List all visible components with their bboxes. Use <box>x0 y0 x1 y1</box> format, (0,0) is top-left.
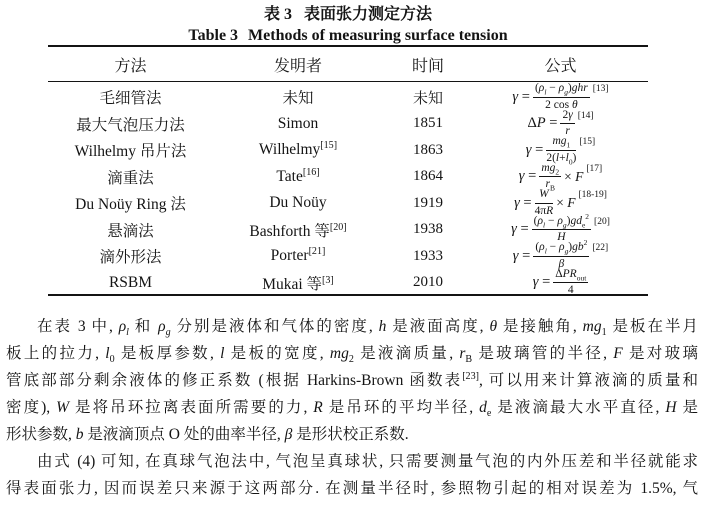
year-cell: 1851 <box>413 115 443 132</box>
table-caption-en <box>48 25 648 47</box>
table-caption-en-label: Table 3 <box>188 27 239 44</box>
body-paragraph-2 <box>6 448 698 502</box>
body-paragraph-1 <box>6 313 698 448</box>
method-cell: 悬滴法 <box>107 222 154 240</box>
methods-table <box>48 45 648 296</box>
inventor-cell: Porter[21] <box>270 245 326 265</box>
text-line: 在表 3 中, $\rho_l$ 和 $\rho_g$ 分别是液体和气体的密度, h 是液面高度, θ 是接触角, $mg_1$ 是板在半月 <box>37 318 698 339</box>
formula: ΔP = $\frac{2\gamma}{r}$ [14] <box>527 108 594 138</box>
inventor-cell: Simon <box>277 114 319 132</box>
method-cell: 毛细管法 <box>99 90 162 108</box>
year-cell: 1863 <box>413 141 443 158</box>
formula: γ = $\frac{\Delta PR_{out}}{4}$ <box>532 267 587 297</box>
text-line: 管底部部分剩余液体的修正系数 (根据 Harkins-Brown 函数表[23], 可以用来计算液滴的质量和 <box>6 370 698 389</box>
text-line: 密度), W 是将吊环拉离表面所需要的力, R 是吊环的平均半径, $d_e$ 是液滴最大水平直径, H 是 <box>6 399 698 420</box>
formula: γ = $\frac{W}{4\pi R}$ × F [18-19] <box>514 188 607 217</box>
method-cell: Du Noüy Ring 法 <box>75 196 186 214</box>
formula-cell <box>473 268 648 298</box>
column-header: 发明者 <box>273 57 322 75</box>
table-caption-en-title: Methods of measuring surface tension <box>248 27 508 44</box>
table-caption-zh <box>48 4 648 26</box>
year-cell: 2010 <box>413 274 443 291</box>
column-header: 公式 <box>544 57 577 75</box>
table-row <box>48 211 648 244</box>
inventor-cell: Tate[16] <box>276 166 320 185</box>
formula: γ = $\frac{mg_1}{2(l+l_0)}$ [15] <box>525 135 596 166</box>
table-caption-zh-title: 表面张力测定方法 <box>304 6 433 23</box>
column-header: 时间 <box>411 57 444 75</box>
method-cell: 滴重法 <box>107 169 154 187</box>
method-cell: 滴外形法 <box>99 249 162 267</box>
table-header-row <box>48 47 648 82</box>
formula: γ = $\frac{mg_2}{r_B}$ × F [17] <box>518 161 603 193</box>
table-row <box>48 188 648 215</box>
method-cell: RSBM <box>108 273 153 291</box>
year-cell: 1919 <box>413 194 443 211</box>
table-caption-zh-label: 表 3 <box>263 6 292 23</box>
formula: γ = $\frac{(\rho_l - \rho_g)ghr}{\text{2 cos θ}}$ [13] <box>512 82 609 111</box>
year-cell: 1933 <box>413 247 443 264</box>
column-header: 方法 <box>114 57 147 75</box>
table-row <box>48 135 648 166</box>
table-body <box>48 82 648 297</box>
inventor-cell: Bashforth 等[20] <box>249 221 347 240</box>
body-text <box>6 313 698 502</box>
table-row <box>48 82 648 109</box>
text-line: 形状参数, b 是液滴顶点 O 处的曲率半径, β 是形状校正系数. <box>6 426 409 443</box>
method-cell: 最大气泡压力法 <box>76 116 185 134</box>
inventor-cell: Du Noüy <box>269 194 327 212</box>
table-row <box>48 109 648 136</box>
text-line: 由式 (4) 可知, 在真球气泡法中, 气泡呈真球状, 只需要测量气泡的内外压差和半径就能求 <box>37 453 698 470</box>
table-row <box>48 161 648 193</box>
method-cell: Wilhelmy 吊片法 <box>74 143 187 161</box>
year-cell: 1938 <box>413 221 443 238</box>
table-row <box>48 238 648 270</box>
year-cell: 未知 <box>412 90 443 107</box>
inventor-cell: Mukai 等[3] <box>262 274 334 293</box>
inventor-cell: Wilhelmy[15] <box>258 139 338 159</box>
inventor-cell: 未知 <box>282 90 314 108</box>
formula: γ = $\frac{(\rho_l - \rho_g)gd_e^2}{H}$ [20] <box>511 211 610 244</box>
year-cell: 1864 <box>413 168 443 185</box>
table-row <box>48 268 648 295</box>
text-line: 得表面张力, 因而误差只来源于这两部分. 在测量半径时, 参照物引起的相对误差为 1.5%, 气 <box>6 480 698 497</box>
formula: γ = $\frac{(\rho_l - \rho_g)gb^2}{\beta}$ [22] <box>512 238 609 270</box>
text-line: 板上的拉力, $l_0$ 是板厚参数, l 是板的宽度, $mg_2$ 是液滴质量, $r_B$ 是玻璃管的半径, F 是对玻璃 <box>6 345 698 366</box>
